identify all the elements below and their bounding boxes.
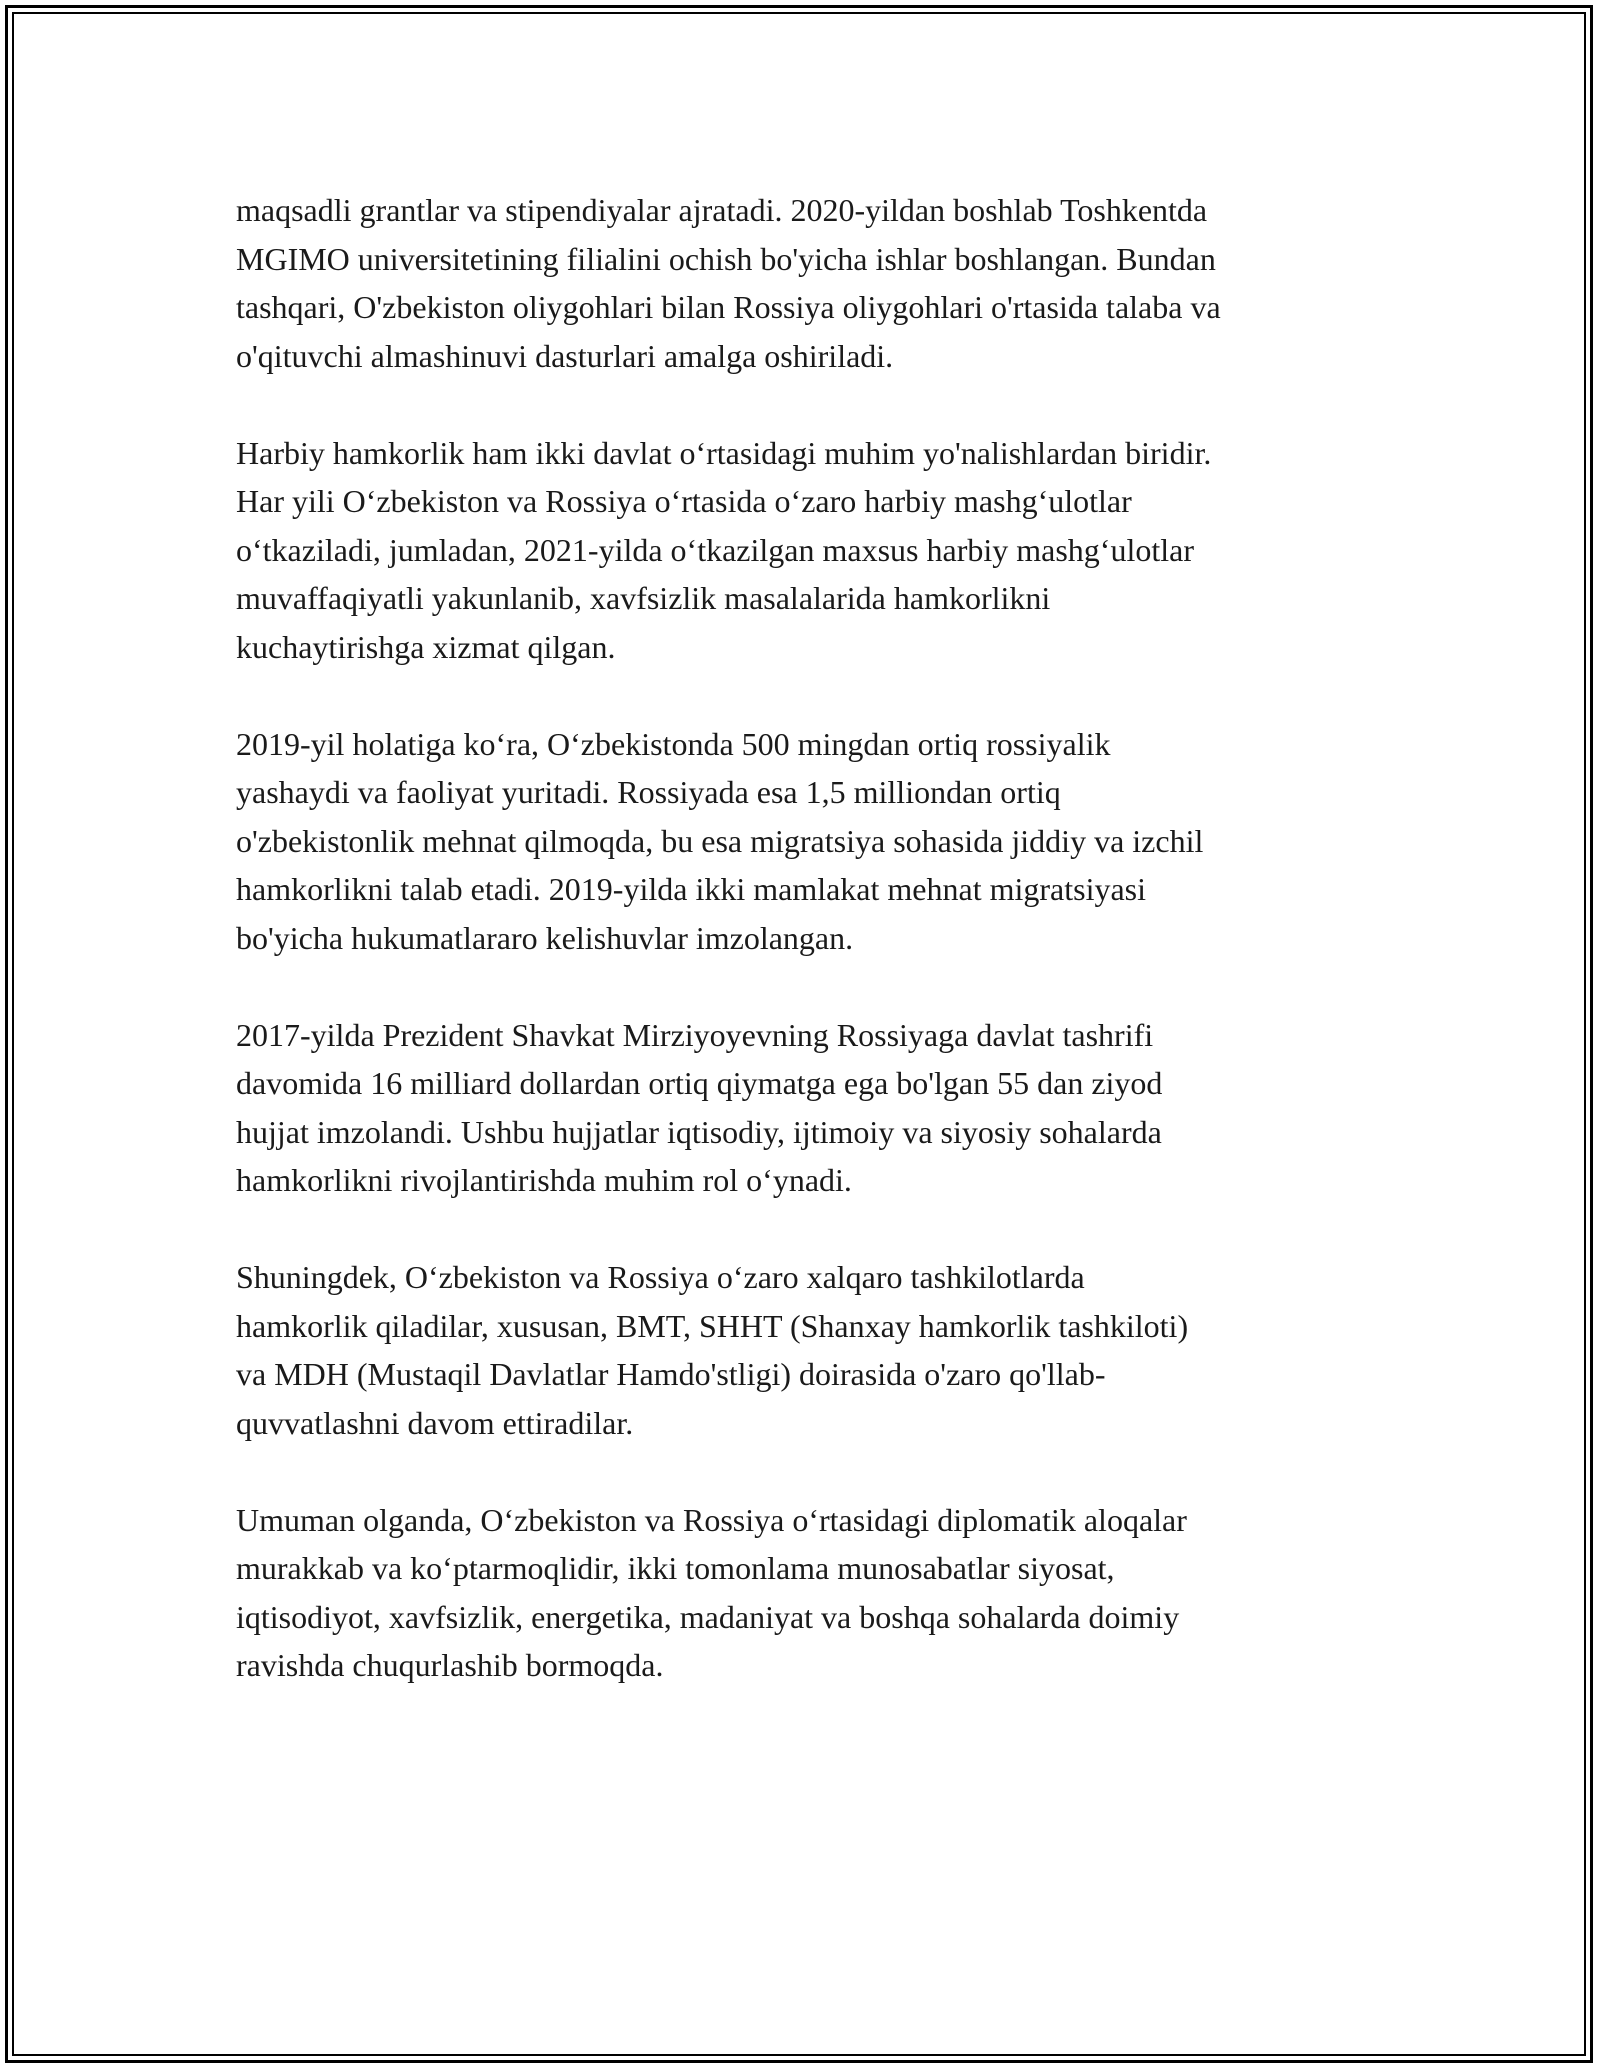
paragraph-migration: 2019-yil holatiga ko‘ra, O‘zbekistonda 500 mingdan ortiq rossiyalik yashaydi va faoliyat yuritadi. Rossiyada esa 1,5 milliondan ortiq o'zbekistonlik mehnat qilmoqda, bu esa migratsiya sohasida jiddiy va izchil hamkorlikni talab etadi. 2019-yilda ikki mamlakat mehnat migratsiyasi bo'yicha hukumatlararo kelishuvlar imzolangan.	[236, 725, 1204, 956]
paragraph-international-organizations: Shuningdek, O‘zbekiston va Rossiya o‘zaro xalqaro tashkilotlarda hamkorlik qiladilar, xususan, BMT, SHHT (Shanxay hamkorlik tashkiloti) va MDH (Mustaqil Davlatlar Hamdo'stligi) doirasida o'zaro qo'llab- quvvatlashni davom ettiradilar.	[236, 1259, 1189, 1441]
paragraph-education: maqsadli grantlar va stipendiyalar ajratadi. 2020-yildan boshlab Toshkentda MGIMO universitetining filialini ochish bo'yicha ishlar boshlangan. Bundan tashqari, O'zbekiston oliygohlari bilan Rossiya oliygohlari o'rtasida talaba va o'qituvchi almashinuvi dasturlari amalga oshiriladi.	[236, 192, 1221, 374]
paragraph-state-visit: 2017-yilda Prezident Shavkat Mirziyoyevning Rossiyaga davlat tashrifi davomida 16 milliard dollardan ortiq qiymatga ega bo'lgan 55 dan ziyod hujjat imzolandi. Ushbu hujjatlar iqtisodiy, ijtimoiy va siyosiy sohalarda hamkorlikni rivojlantirishda muhim rol o‘ynadi.	[236, 1016, 1163, 1198]
document-body	[236, 186, 1376, 1738]
paragraph-conclusion: Umuman olganda, O‘zbekiston va Rossiya o‘rtasidagi diplomatik aloqalar murakkab va ko‘ptarmoqlidir, ikki tomonlama munosabatlar siyosat, iqtisodiyot, xavfsizlik, energetika, madaniyat va boshqa sohalarda doimiy ravishda chuqurlashib bormoqda.	[236, 1501, 1187, 1683]
paragraph-military-cooperation: Harbiy hamkorlik ham ikki davlat o‘rtasidagi muhim yo'nalishlardan biridir. Har yili O‘zbekiston va Rossiya o‘rtasida o‘zaro harbiy mashg‘ulotlar o‘tkaziladi, jumladan, 2021-yilda o‘tkazilgan maxsus harbiy mashg‘ulotlar muvaffaqiyatli yakunlanib, xavfsizlik masalalarida hamkorlikni kuchaytirishga xizmat qilgan.	[236, 434, 1212, 665]
